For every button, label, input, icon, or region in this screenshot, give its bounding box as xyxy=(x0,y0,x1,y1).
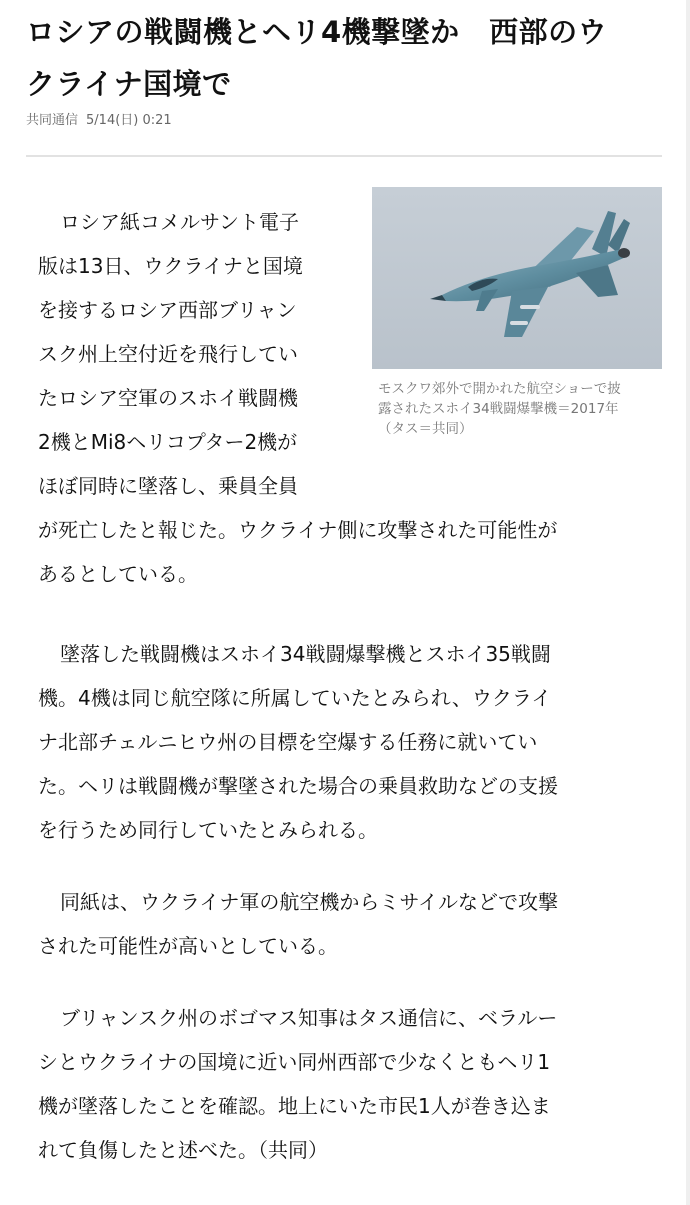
paragraph-line: た。ヘリは戦闘機が撃墜された場合の乗員救助などの支援 xyxy=(38,774,558,798)
title-line: クライナ国境で xyxy=(26,67,232,101)
caption-line: 露されたスホイ34戦闘爆撃機＝2017年 xyxy=(378,401,619,417)
article-meta xyxy=(26,111,172,131)
paragraph-line: を行うため同行していたとみられる。 xyxy=(38,818,378,842)
title-line: ロシアの戦闘機とヘリ4機撃墜か 西部のウ xyxy=(26,15,608,49)
paragraph-3 xyxy=(38,880,650,968)
paragraph-line: たロシア空軍のスホイ戦闘機 xyxy=(38,386,298,410)
paragraph-line: ナ北部チェルニヒウ州の目標を空爆する任務に就いてい xyxy=(38,730,538,754)
paragraph-line: 機が墜落したことを確認。地上にいた市民1人が巻き込ま xyxy=(38,1094,551,1118)
paragraph-line: 機。4機は同じ航空隊に所属していたとみられ、ウクライ xyxy=(38,686,552,710)
source-label: 共同通信 xyxy=(26,113,79,128)
caption-line: モスクワ郊外で開かれた航空ショーで披 xyxy=(378,381,621,397)
paragraph-2 xyxy=(38,632,650,852)
paragraph-line: が死亡したと報じた。ウクライナ側に攻撃された可能性が xyxy=(38,518,558,542)
paragraph-line: ほぼ同時に墜落し、乗員全員 xyxy=(38,474,298,498)
article-title xyxy=(26,6,666,110)
paragraph-line: 版は13日、ウクライナと国境 xyxy=(38,254,303,278)
paragraph-line: された可能性が高いとしている。 xyxy=(38,934,338,958)
publish-date: 5/14(日) 0:21 xyxy=(86,113,172,128)
paragraph-line: 墜落した戦闘機はスホイ34戦闘爆撃機とスホイ35戦闘 xyxy=(60,642,551,666)
divider xyxy=(26,155,662,157)
paragraph-line: 同紙は、ウクライナ軍の航空機からミサイルなどで攻撃 xyxy=(60,890,558,914)
paragraph-line: ロシア紙コメルサント電子 xyxy=(60,210,299,234)
paragraph-line: あるとしている。 xyxy=(38,562,198,586)
paragraph-line: シとウクライナの国境に近い同州西部で少なくともヘリ1 xyxy=(38,1050,551,1074)
scroll-edge xyxy=(686,0,690,1205)
paragraph-line: れて負傷したと述べた。（共同） xyxy=(38,1138,328,1162)
paragraph-1 xyxy=(38,200,650,596)
caption-line: （タス＝共同） xyxy=(378,421,473,437)
paragraph-line: 2機とMi8ヘリコプター2機が xyxy=(38,430,298,454)
paragraph-4 xyxy=(38,996,650,1172)
paragraph-line: を接するロシア西部ブリャン xyxy=(38,298,297,322)
paragraph-line: ブリャンスク州のボゴマス知事はタス通信に、ベラルー xyxy=(60,1006,558,1030)
paragraph-line: スク州上空付近を飛行してい xyxy=(38,342,298,366)
